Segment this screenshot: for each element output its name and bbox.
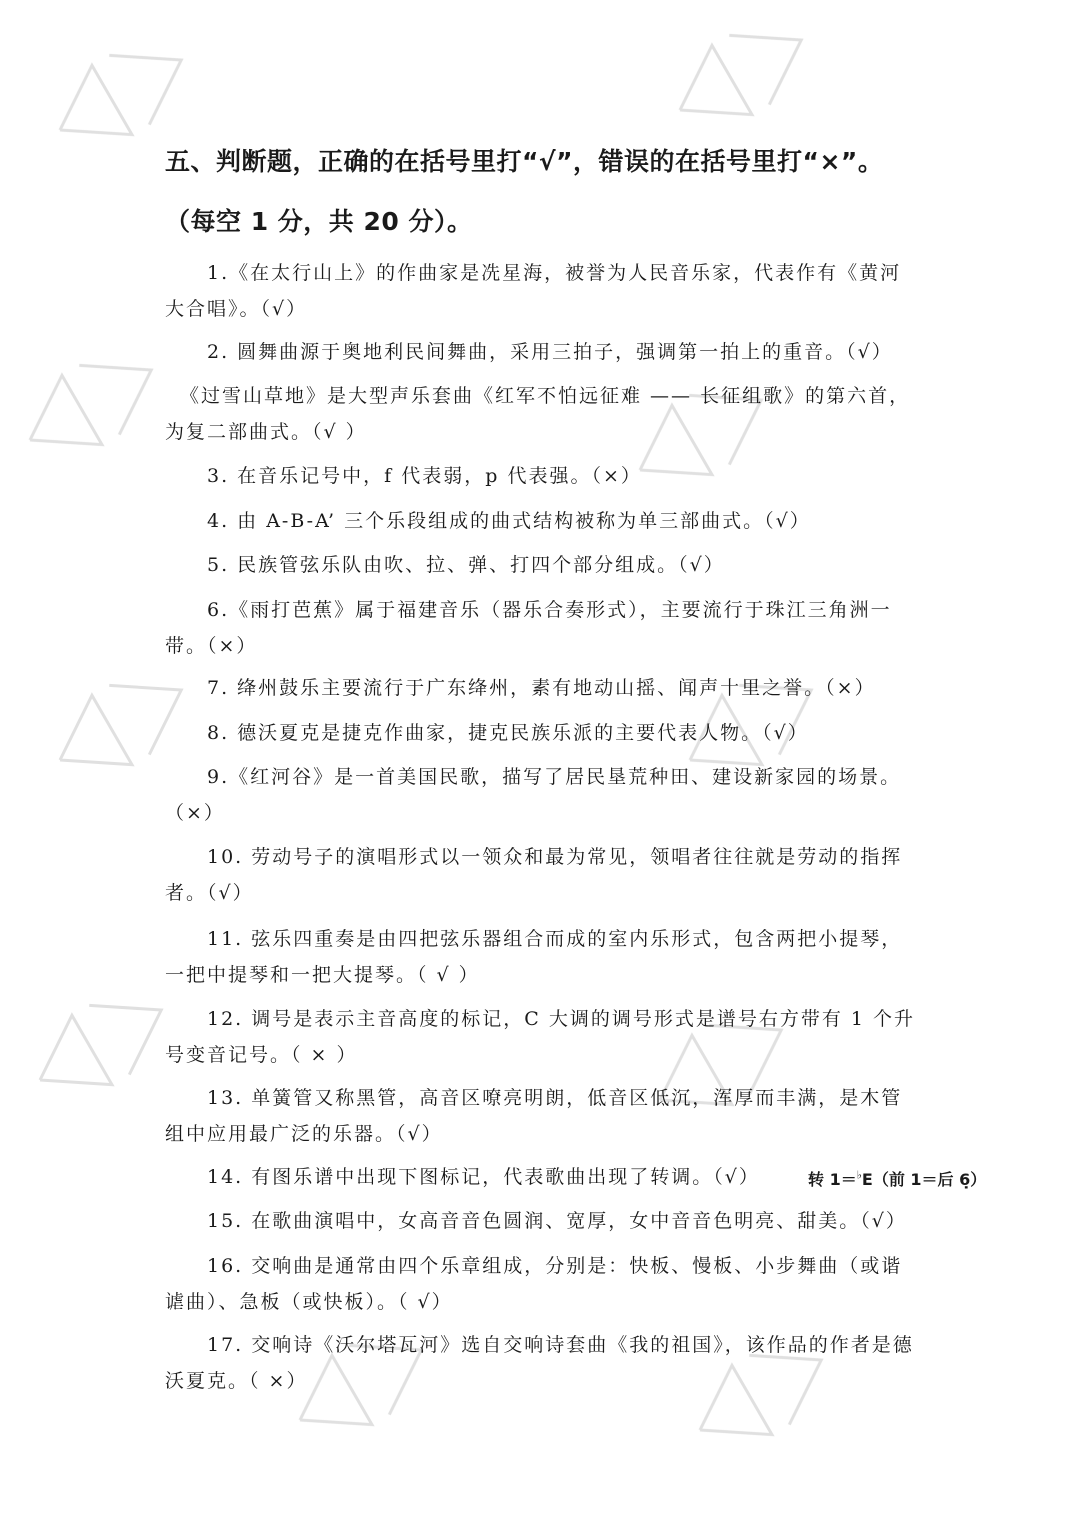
question-item-1: 1.《在太行山上》的作曲家是冼星海，被誉为人民音乐家，代表作有《黄河大合唱》。（√） [165, 262, 902, 320]
question-item-7: 7. 绛州鼓乐主要流行于广东绛州，素有地动山摇、闻声十里之誉。（×） [207, 677, 876, 699]
question-item-10: 10. 劳动号子的演唱形式以一领众和最为常见，领唱者往往就是劳动的指挥者。（√） [165, 846, 903, 904]
question-item-16: 16. 交响曲是通常由四个乐章组成，分别是：快板、慢板、小步舞曲（或谐谑曲）、急板（或快板）。（ √） [165, 1255, 903, 1313]
question-item-4: 4. 由 A-B-A’ 三个乐段组成的曲式结构被称为单三部曲式。（√） [207, 510, 811, 532]
question-item-11: 11. 弦乐四重奏是由四把弦乐器组合而成的室内乐形式，包含两把小提琴，一把中提琴和一把大提琴。（ √ ） [165, 928, 903, 986]
key-change-notation [808, 1167, 986, 1190]
question-item-17: 17. 交响诗《沃尔塔瓦河》选自交响诗套曲《我的祖国》，该作品的作者是德沃夏克。（ ×） [165, 1334, 914, 1392]
question-item-6: 6.《雨打芭蕉》属于福建音乐（器乐合奏形式），主要流行于珠江三角洲一带。（×） [165, 599, 892, 657]
notation-prefix: 转 1＝ [808, 1170, 857, 1189]
question-item-unnumbered: 《过雪山草地》是大型声乐套曲《红军不怕远征难 —— 长征组歌》的第六首，为复二部曲式。（√ ） [165, 385, 911, 443]
notation-key: E（前 1＝后 6̣） [861, 1170, 987, 1189]
question-item-2: 2. 圆舞曲源于奥地利民间舞曲，采用三拍子，强调第一拍上的重音。（√） [207, 341, 893, 363]
question-item-5: 5. 民族管弦乐队由吹、拉、弹、打四个部分组成。（√） [207, 554, 725, 576]
section-title: 五、判断题，正确的在括号里打“√”，错误的在括号里打“×”。 [165, 147, 884, 176]
question-item-3: 3. 在音乐记号中，f 代表弱，p 代表强。（×） [207, 465, 642, 487]
question-item-15: 15. 在歌曲演唱中，女高音音色圆润、宽厚，女中音音色明亮、甜美。（√） [207, 1210, 907, 1232]
question-item-13: 13. 单簧管又称黑管，高音区嘹亮明朗，低音区低沉，浑厚而丰满，是木管组中应用最广泛的乐器。（√） [165, 1087, 903, 1145]
question-item-8: 8. 德沃夏克是捷克作曲家，捷克民族乐派的主要代表人物。（√） [207, 722, 809, 744]
question-item-14: 14. 有图乐谱中出现下图标记，代表歌曲出现了转调。（√） [207, 1166, 760, 1188]
question-item-9: 9.《红河谷》是一首美国民歌，描写了居民垦荒种田、建设新家园的场景。（×） [165, 766, 902, 824]
question-item-12: 12. 调号是表示主音高度的标记，C 大调的调号形式是谱号右方带有 1 个升号变音记号。（ × ） [165, 1008, 916, 1066]
flat-sign: ♭ [856, 1168, 862, 1182]
section-subtitle: （每空 1 分，共 20 分）。 [165, 207, 473, 236]
